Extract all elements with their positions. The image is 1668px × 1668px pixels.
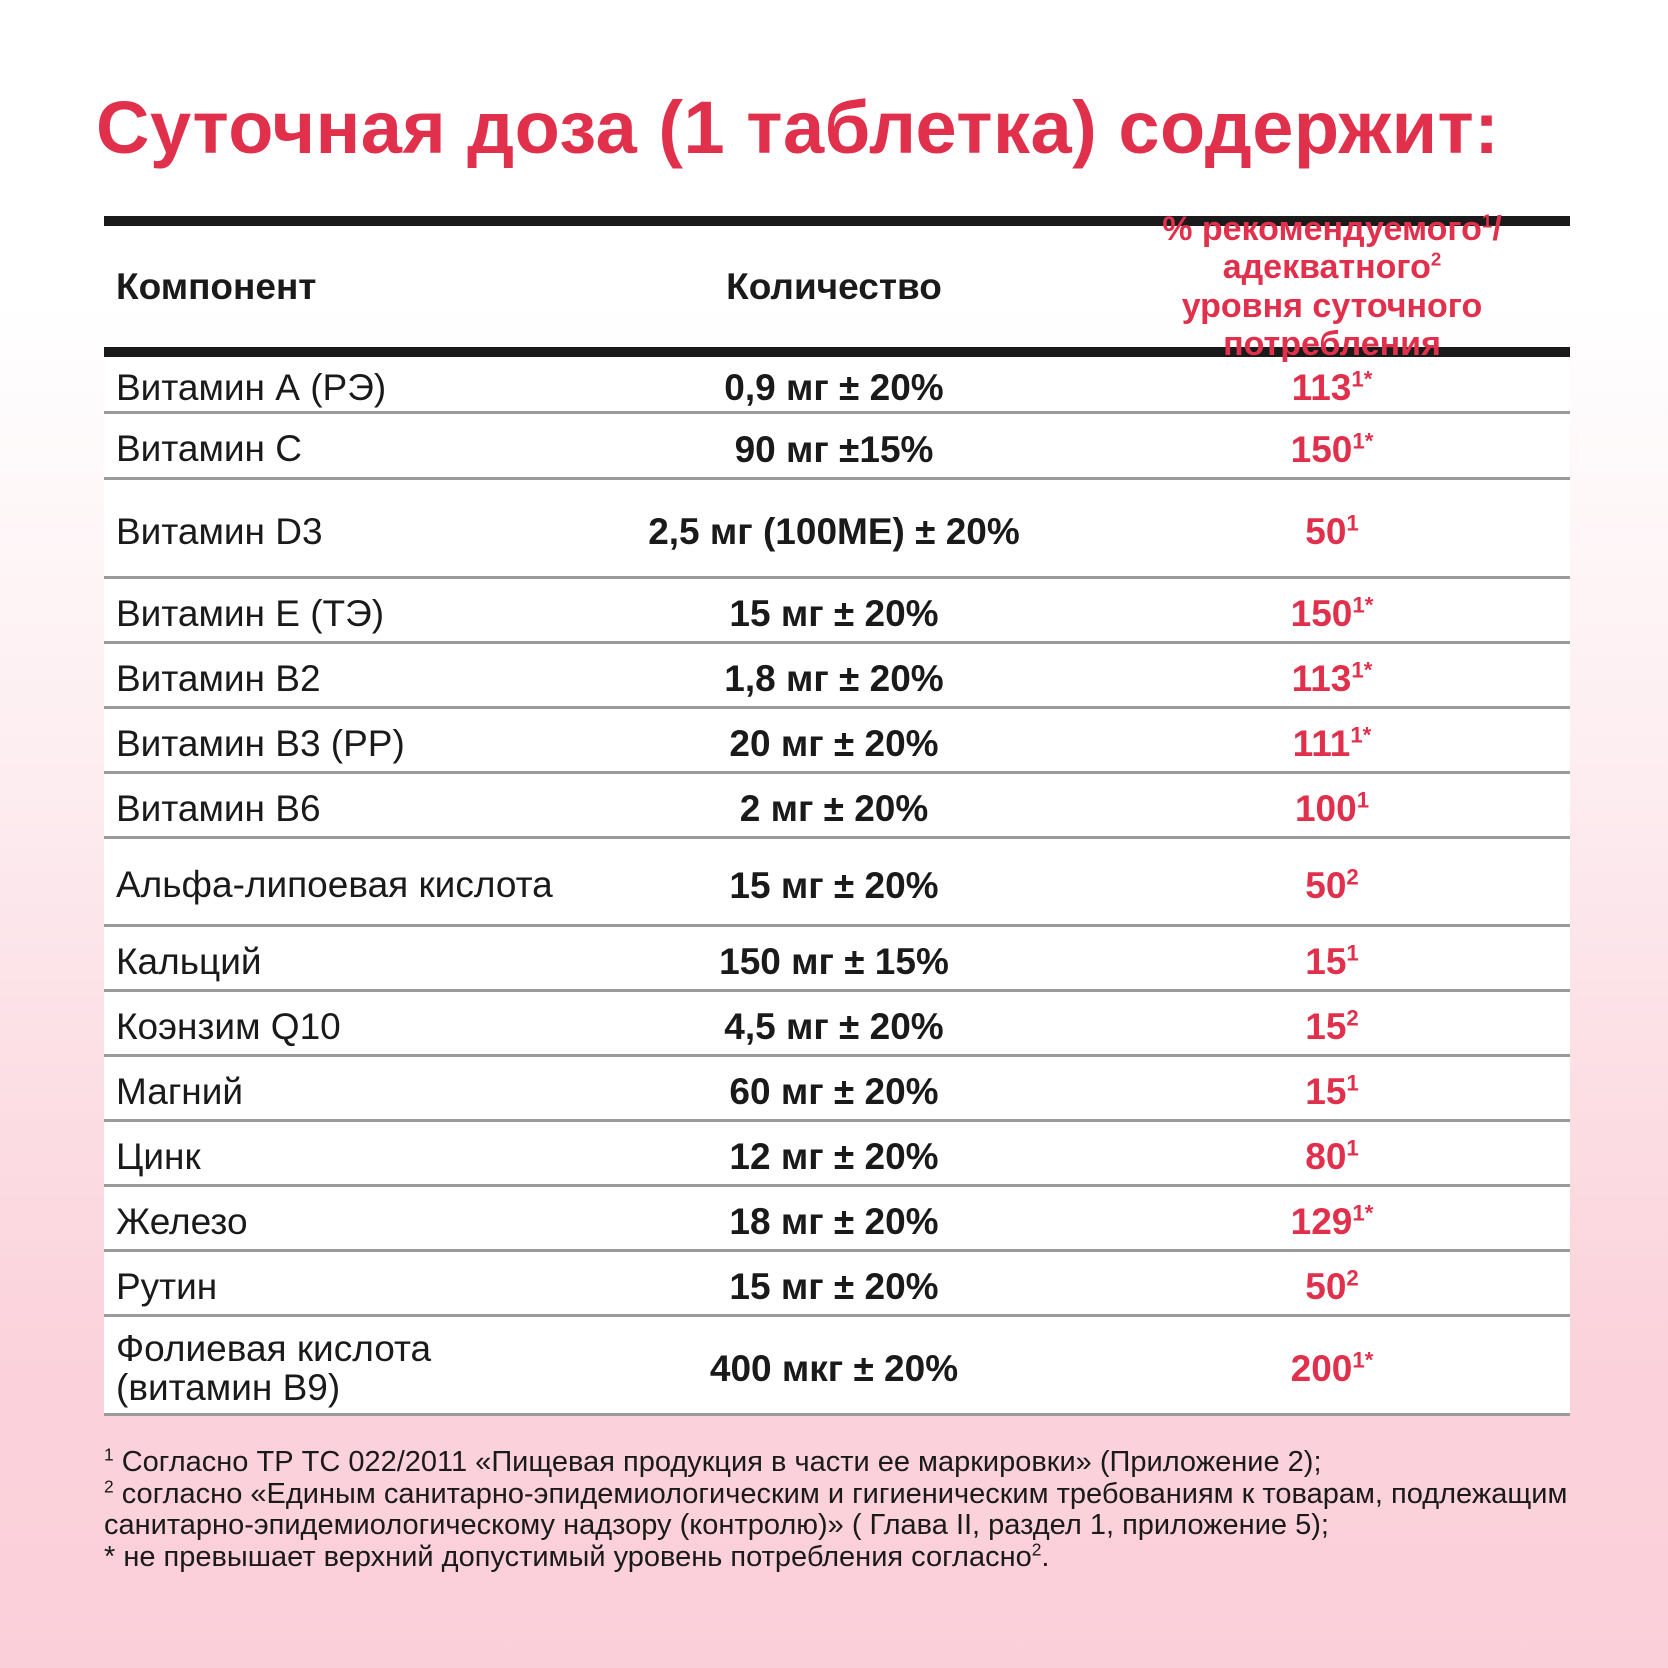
row-percent-mark: 1 [1346,1135,1359,1161]
table-body [104,357,1570,1416]
row-amount: 15 мг ± 20% [729,864,939,906]
row-percent-mark: 1 [1346,940,1359,966]
row-amount: 2,5 мг (100МЕ) ± 20% [648,511,1020,552]
row-percent [1094,1128,1570,1178]
footnote-3 [104,1539,1574,1574]
row-amount: 90 мг ±15% [734,428,934,470]
row-percent [1094,933,1570,983]
row-percent-value: 100 [1294,788,1357,829]
row-percent [1094,1340,1570,1390]
header-percent-part2: /адекватного [1222,210,1502,287]
table-row [104,992,1570,1057]
table-row [104,414,1570,480]
row-percent-mark: 1* [1351,366,1373,392]
row-percent-mark: 2 [1346,1005,1359,1031]
table-row [104,774,1570,839]
row-amount: 20 мг ± 20% [729,723,939,764]
row-percent [1094,780,1570,830]
row-component: Рутин [116,1265,218,1307]
row-percent [1094,503,1570,553]
table-row [104,480,1570,579]
header-sup2: 2 [1430,249,1442,271]
row-percent [1094,1193,1570,1243]
footnote-3-end: . [1041,1540,1050,1573]
row-percent-mark: 1* [1352,592,1374,618]
row-percent-value: 15 [1305,1071,1347,1112]
header-amount: Количество [726,265,942,307]
table-row [104,709,1570,774]
table-row [104,1252,1570,1317]
footnote-2 [104,1475,1574,1542]
row-component: Витамин А (РЭ) [116,366,387,408]
row-percent-value: 50 [1305,864,1347,906]
table-header [104,210,1570,363]
table-row [104,644,1570,709]
row-amount: 400 мкг ± 20% [709,1348,959,1389]
row-percent [1094,857,1570,907]
row-percent-mark: 1 [1346,510,1359,536]
table-row [104,1317,1570,1416]
row-amount: 18 мг ± 20% [729,1201,939,1242]
row-component: Фолиевая кислота (витамин В9) [116,1328,432,1408]
row-amount: 15 мг ± 20% [729,593,939,634]
row-percent-value: 15 [1305,941,1347,982]
row-percent-value: 113 [1291,658,1352,699]
footnotes [104,1444,1574,1573]
footnote-3-sup: 2 [1031,1539,1042,1560]
table-row [104,839,1570,927]
row-percent-value: 200 [1290,1348,1353,1389]
header-percent-line2: уровня суточного потребления [1181,286,1483,363]
row-percent-mark: 1 [1346,1070,1359,1096]
header-component: Компонент [116,265,317,307]
row-component: Витамин D3 [116,510,323,552]
row-percent [1094,650,1570,700]
footnote-1-text: Согласно ТР ТС 022/2011 «Пищевая продукция в части ее маркировки» (Приложение 2); [121,1446,1322,1478]
table-row [104,1187,1570,1252]
row-percent-value: 150 [1290,428,1353,470]
row-percent-mark: 1 [1356,787,1370,813]
row-percent [1094,1063,1570,1113]
footnote-3-text: не превышает верхний допустимый уровень потребления согласно [123,1540,1032,1573]
footnote-3-mark: * [104,1540,116,1573]
page-title: Суточная доза (1 таблетка) содержит: [96,86,1500,169]
row-amount: 60 мг ± 20% [729,1071,939,1112]
table-row [104,1057,1570,1122]
row-percent-mark: 1* [1351,657,1373,683]
row-amount: 1,8 мг ± 20% [724,658,944,699]
row-percent [1094,998,1570,1048]
row-component: Витамин В6 [116,787,321,829]
row-percent-value: 129 [1290,1201,1353,1242]
row-component: Железо [116,1200,248,1242]
row-component: Витамин В3 (РР) [116,722,405,764]
row-amount: 2 мг ± 20% [739,788,929,829]
row-percent [1094,1258,1570,1308]
row-component: Витамин С [116,428,302,470]
row-component: Витамин Е (ТЭ) [116,592,385,634]
row-percent-mark: 1* [1352,1200,1374,1226]
table-row [104,579,1570,644]
row-percent-value: 113 [1291,367,1352,408]
row-percent [1094,421,1570,471]
header-percent-part1: % рекомендуемого [1162,210,1482,249]
row-component: Кальций [116,940,262,982]
row-percent-value: 80 [1305,1136,1347,1177]
row-percent-mark: 1* [1350,722,1372,748]
row-percent-value: 50 [1305,511,1347,552]
footnote-1-mark: 1 [104,1444,114,1465]
row-percent [1094,359,1570,409]
row-component: Цинк [116,1135,201,1177]
row-percent-mark: 2 [1346,864,1359,890]
table-row [104,927,1570,992]
footnote-2-text: согласно «Единым санитарно-эпидемиологическим и гигиеническим требованиям к товарам, подлежащим санитарно-эпидемиологическому надзору (контролю)» ( Глава II, раздел 1, приложение 5); [104,1477,1568,1542]
table-row [104,357,1570,414]
row-amount: 12 мг ± 20% [729,1136,939,1177]
row-amount: 15 мг ± 20% [729,1266,939,1307]
row-component: Магний [116,1070,244,1112]
row-percent-value: 15 [1305,1006,1347,1047]
header-sup1: 1 [1481,211,1493,233]
row-percent-mark: 1* [1352,428,1374,454]
row-percent-mark: 2 [1346,1265,1359,1291]
row-component: Альфа-липоевая кислота [116,864,553,906]
footnote-2-mark: 2 [104,1475,114,1496]
row-amount: 150 мг ± 15% [719,941,949,982]
row-component: Коэнзим Q10 [116,1005,341,1047]
table-row [104,1122,1570,1187]
row-percent-value: 50 [1305,1266,1347,1307]
row-percent [1094,715,1570,765]
footnote-1 [104,1444,1574,1479]
row-component: Витамин В2 [116,657,321,699]
row-amount: 0,9 мг ± 20% [724,367,944,408]
row-percent-mark: 1* [1352,1347,1374,1373]
row-amount: 4,5 мг ± 20% [724,1006,944,1047]
row-percent-value: 150 [1290,593,1353,634]
nutrition-table [104,210,1570,1416]
row-percent [1094,585,1570,635]
header-percent [1094,210,1570,362]
row-percent-value: 111 [1292,723,1351,764]
